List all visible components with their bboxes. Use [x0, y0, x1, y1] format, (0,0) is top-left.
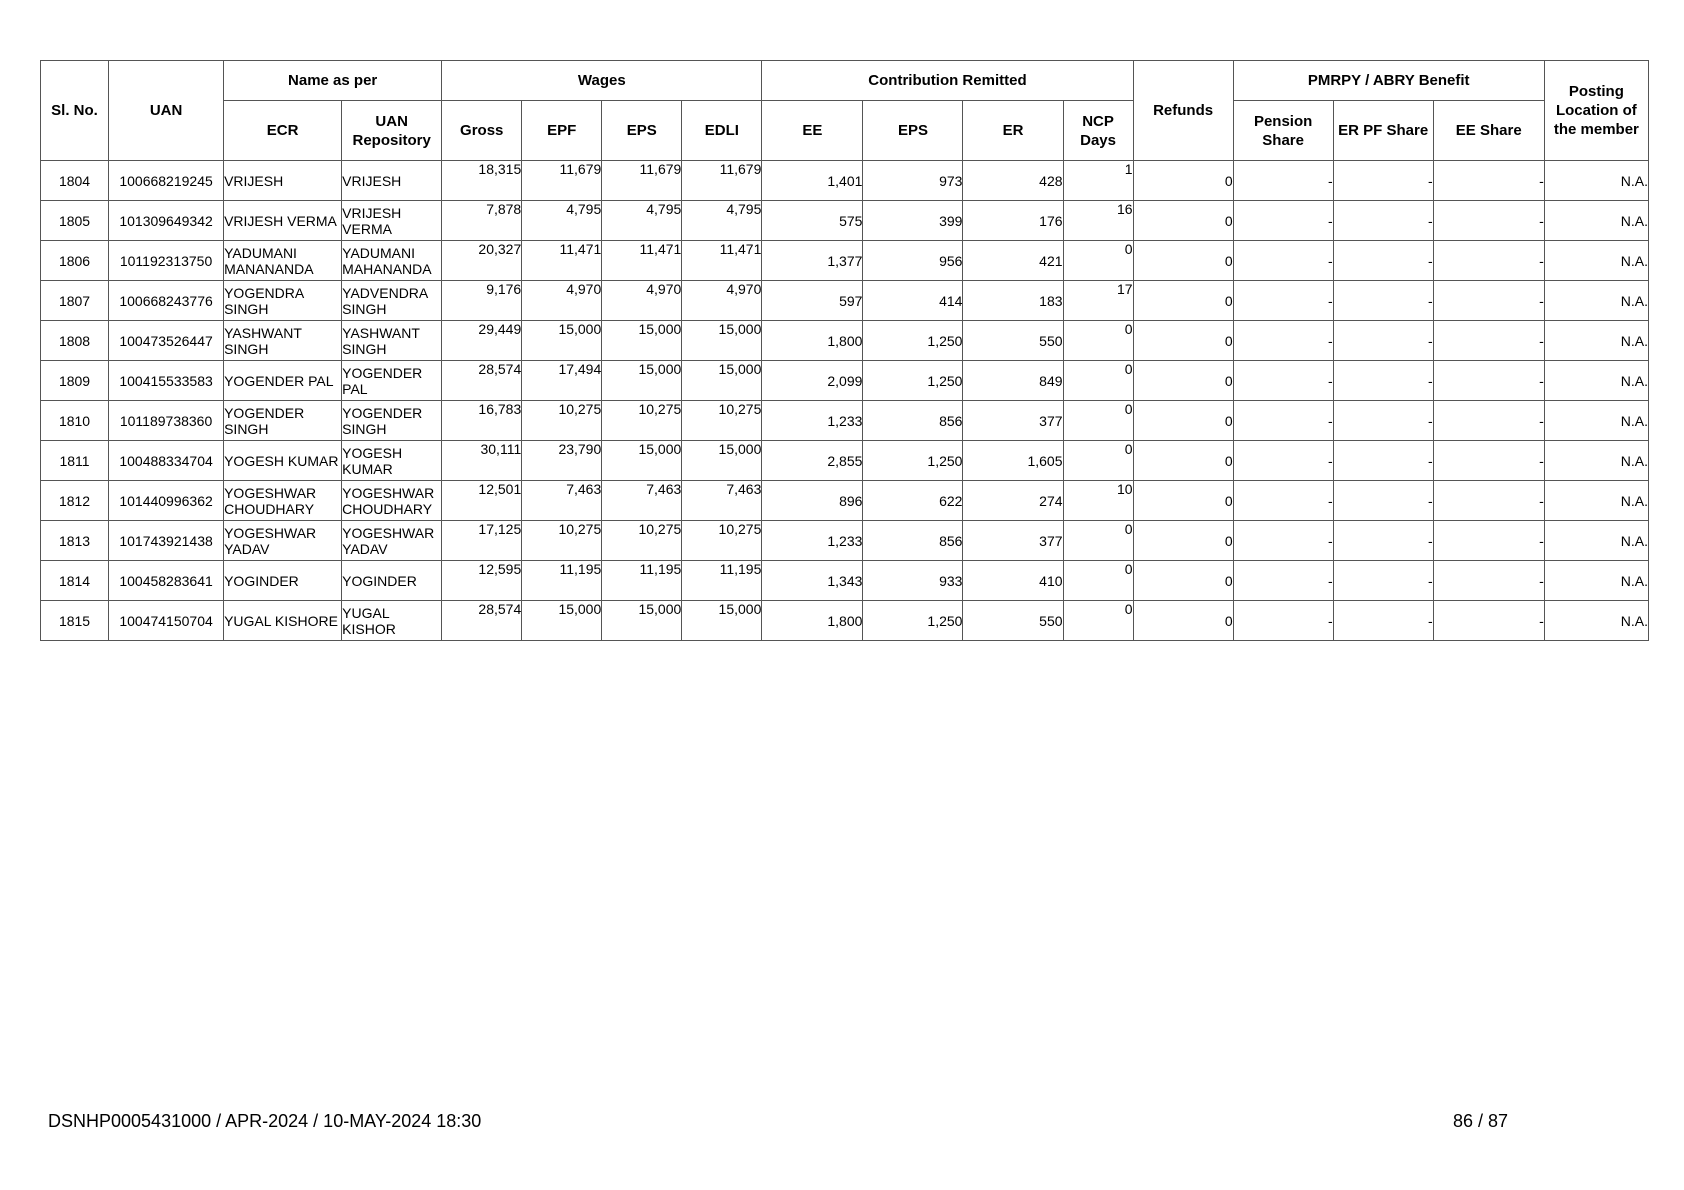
header-pension-share: Pension Share [1233, 101, 1333, 161]
cell-epf: 4,970 [522, 281, 602, 321]
cell-ecr-name: YOGESHWAR CHOUDHARY [224, 481, 342, 521]
cell-ee: 1,233 [762, 521, 863, 561]
footer-document-reference: DSNHP0005431000 / APR-2024 / 10-MAY-2024 18:30 [48, 1111, 482, 1131]
header-eps: EPS [602, 101, 682, 161]
table-header [41, 61, 1649, 161]
cell-posting-location: N.A. [1544, 281, 1648, 321]
cell-posting-location: N.A. [1544, 441, 1648, 481]
cell-uan-repository-name: YOGINDER [342, 561, 442, 601]
header-refunds: Refunds [1133, 61, 1233, 161]
cell-uan-repository-name: YADUMANI MAHANANDA [342, 241, 442, 281]
cell-gross: 30,111 [442, 441, 522, 481]
cell-pension-share: - [1233, 161, 1333, 201]
cell-ecr-name: YOGINDER [224, 561, 342, 601]
cell-refunds: 0 [1133, 561, 1233, 601]
cell-er: 274 [963, 481, 1063, 521]
cell-er-pf-share: - [1333, 201, 1433, 241]
cell-pension-share: - [1233, 401, 1333, 441]
cell-sl-no: 1805 [41, 201, 109, 241]
table-row [41, 161, 1649, 201]
cell-refunds: 0 [1133, 521, 1233, 561]
cell-pension-share: - [1233, 521, 1333, 561]
cell-posting-location: N.A. [1544, 601, 1648, 641]
table-row [41, 601, 1649, 641]
cell-uan: 100668243776 [109, 281, 224, 321]
cell-uan-repository-name: YADVENDRA SINGH [342, 281, 442, 321]
cell-posting-location: N.A. [1544, 241, 1648, 281]
header-uan-repository: UAN Repository [342, 101, 442, 161]
cell-contribution-eps: 622 [863, 481, 963, 521]
cell-er-pf-share: - [1333, 601, 1433, 641]
cell-refunds: 0 [1133, 321, 1233, 361]
cell-refunds: 0 [1133, 361, 1233, 401]
cell-uan: 101309649342 [109, 201, 224, 241]
cell-ee: 575 [762, 201, 863, 241]
cell-pension-share: - [1233, 441, 1333, 481]
cell-ee-share: - [1433, 481, 1544, 521]
cell-er: 377 [963, 521, 1063, 561]
cell-ncp-days: 0 [1063, 561, 1133, 601]
cell-refunds: 0 [1133, 481, 1233, 521]
cell-ncp-days: 0 [1063, 441, 1133, 481]
cell-ncp-days: 0 [1063, 241, 1133, 281]
cell-contribution-eps: 1,250 [863, 601, 963, 641]
cell-refunds: 0 [1133, 281, 1233, 321]
cell-er: 1,605 [963, 441, 1063, 481]
cell-ee-share: - [1433, 521, 1544, 561]
cell-sl-no: 1807 [41, 281, 109, 321]
cell-posting-location: N.A. [1544, 321, 1648, 361]
cell-epf: 11,195 [522, 561, 602, 601]
cell-uan: 100488334704 [109, 441, 224, 481]
table-row [41, 201, 1649, 241]
cell-uan: 101743921438 [109, 521, 224, 561]
cell-gross: 9,176 [442, 281, 522, 321]
cell-ee-share: - [1433, 601, 1544, 641]
cell-refunds: 0 [1133, 601, 1233, 641]
cell-ee: 896 [762, 481, 863, 521]
header-er-pf-share: ER PF Share [1333, 101, 1433, 161]
header-posting-location: Posting Location of the member [1544, 61, 1648, 161]
cell-contribution-eps: 933 [863, 561, 963, 601]
cell-posting-location: N.A. [1544, 561, 1648, 601]
cell-edli: 4,970 [682, 281, 762, 321]
cell-uan-repository-name: YOGESHWAR YADAV [342, 521, 442, 561]
table-row [41, 361, 1649, 401]
cell-sl-no: 1812 [41, 481, 109, 521]
cell-edli: 15,000 [682, 441, 762, 481]
cell-ee: 1,343 [762, 561, 863, 601]
cell-ee-share: - [1433, 281, 1544, 321]
cell-pension-share: - [1233, 321, 1333, 361]
cell-uan: 101192313750 [109, 241, 224, 281]
cell-edli: 4,795 [682, 201, 762, 241]
cell-pension-share: - [1233, 601, 1333, 641]
cell-contribution-eps: 1,250 [863, 321, 963, 361]
cell-epf: 10,275 [522, 401, 602, 441]
cell-eps: 15,000 [602, 601, 682, 641]
cell-gross: 18,315 [442, 161, 522, 201]
cell-edli: 15,000 [682, 601, 762, 641]
cell-uan-repository-name: VRIJESH [342, 161, 442, 201]
cell-er: 428 [963, 161, 1063, 201]
cell-uan-repository-name: YOGESH KUMAR [342, 441, 442, 481]
cell-edli: 10,275 [682, 401, 762, 441]
cell-contribution-eps: 956 [863, 241, 963, 281]
header-wages: Wages [442, 61, 762, 101]
cell-gross: 28,574 [442, 361, 522, 401]
cell-sl-no: 1813 [41, 521, 109, 561]
cell-er: 410 [963, 561, 1063, 601]
cell-er: 176 [963, 201, 1063, 241]
header-epf: EPF [522, 101, 602, 161]
cell-ee: 1,233 [762, 401, 863, 441]
header-ee: EE [762, 101, 863, 161]
cell-uan-repository-name: YOGENDER SINGH [342, 401, 442, 441]
cell-eps: 11,195 [602, 561, 682, 601]
cell-eps: 4,795 [602, 201, 682, 241]
cell-sl-no: 1806 [41, 241, 109, 281]
cell-ee-share: - [1433, 241, 1544, 281]
table-row [41, 481, 1649, 521]
cell-er-pf-share: - [1333, 441, 1433, 481]
cell-refunds: 0 [1133, 201, 1233, 241]
cell-posting-location: N.A. [1544, 401, 1648, 441]
table-row [41, 281, 1649, 321]
cell-sl-no: 1809 [41, 361, 109, 401]
cell-pension-share: - [1233, 201, 1333, 241]
contribution-table [40, 60, 1649, 641]
cell-epf: 10,275 [522, 521, 602, 561]
cell-er-pf-share: - [1333, 361, 1433, 401]
cell-ncp-days: 16 [1063, 201, 1133, 241]
cell-ncp-days: 0 [1063, 521, 1133, 561]
cell-edli: 15,000 [682, 321, 762, 361]
header-pmrpy-abry: PMRPY / ABRY Benefit [1233, 61, 1544, 101]
cell-posting-location: N.A. [1544, 481, 1648, 521]
cell-eps: 10,275 [602, 521, 682, 561]
cell-uan: 100474150704 [109, 601, 224, 641]
cell-edli: 11,195 [682, 561, 762, 601]
cell-pension-share: - [1233, 481, 1333, 521]
cell-eps: 11,679 [602, 161, 682, 201]
cell-ee: 2,099 [762, 361, 863, 401]
header-ecr: ECR [224, 101, 342, 161]
cell-sl-no: 1811 [41, 441, 109, 481]
cell-contribution-eps: 973 [863, 161, 963, 201]
cell-er-pf-share: - [1333, 321, 1433, 361]
cell-uan-repository-name: VRIJESH VERMA [342, 201, 442, 241]
cell-refunds: 0 [1133, 241, 1233, 281]
table-row [41, 441, 1649, 481]
cell-pension-share: - [1233, 281, 1333, 321]
cell-contribution-eps: 1,250 [863, 361, 963, 401]
cell-eps: 15,000 [602, 441, 682, 481]
cell-eps: 11,471 [602, 241, 682, 281]
cell-ncp-days: 1 [1063, 161, 1133, 201]
cell-ee-share: - [1433, 441, 1544, 481]
header-gross: Gross [442, 101, 522, 161]
cell-ee: 1,800 [762, 601, 863, 641]
cell-pension-share: - [1233, 561, 1333, 601]
cell-er: 550 [963, 601, 1063, 641]
cell-eps: 7,463 [602, 481, 682, 521]
cell-edli: 10,275 [682, 521, 762, 561]
cell-ee: 2,855 [762, 441, 863, 481]
cell-uan: 100473526447 [109, 321, 224, 361]
cell-epf: 17,494 [522, 361, 602, 401]
cell-ee: 1,377 [762, 241, 863, 281]
table-row [41, 521, 1649, 561]
cell-ncp-days: 0 [1063, 601, 1133, 641]
cell-gross: 20,327 [442, 241, 522, 281]
cell-uan: 100458283641 [109, 561, 224, 601]
cell-ecr-name: YOGENDER SINGH [224, 401, 342, 441]
cell-ee-share: - [1433, 161, 1544, 201]
cell-contribution-eps: 1,250 [863, 441, 963, 481]
cell-epf: 7,463 [522, 481, 602, 521]
cell-ee-share: - [1433, 321, 1544, 361]
cell-pension-share: - [1233, 241, 1333, 281]
cell-epf: 11,679 [522, 161, 602, 201]
cell-eps: 4,970 [602, 281, 682, 321]
cell-ee: 1,401 [762, 161, 863, 201]
cell-epf: 4,795 [522, 201, 602, 241]
cell-er-pf-share: - [1333, 521, 1433, 561]
cell-er-pf-share: - [1333, 241, 1433, 281]
cell-ecr-name: YOGENDRA SINGH [224, 281, 342, 321]
header-name-as-per: Name as per [224, 61, 442, 101]
table-row [41, 241, 1649, 281]
cell-ncp-days: 0 [1063, 321, 1133, 361]
cell-ecr-name: YUGAL KISHORE [224, 601, 342, 641]
cell-sl-no: 1814 [41, 561, 109, 601]
cell-er: 849 [963, 361, 1063, 401]
cell-epf: 15,000 [522, 601, 602, 641]
cell-uan: 100668219245 [109, 161, 224, 201]
cell-contribution-eps: 399 [863, 201, 963, 241]
table-body [41, 161, 1649, 641]
cell-eps: 15,000 [602, 321, 682, 361]
cell-er-pf-share: - [1333, 481, 1433, 521]
header-er: ER [963, 101, 1063, 161]
cell-refunds: 0 [1133, 161, 1233, 201]
cell-uan-repository-name: YOGENDER PAL [342, 361, 442, 401]
header-contribution-eps: EPS [863, 101, 963, 161]
cell-er-pf-share: - [1333, 401, 1433, 441]
cell-er: 377 [963, 401, 1063, 441]
cell-ecr-name: VRIJESH VERMA [224, 201, 342, 241]
cell-uan: 100415533583 [109, 361, 224, 401]
cell-ecr-name: YASHWANT SINGH [224, 321, 342, 361]
cell-uan-repository-name: YUGAL KISHOR [342, 601, 442, 641]
cell-er: 550 [963, 321, 1063, 361]
cell-eps: 10,275 [602, 401, 682, 441]
cell-contribution-eps: 856 [863, 401, 963, 441]
cell-contribution-eps: 414 [863, 281, 963, 321]
cell-ncp-days: 10 [1063, 481, 1133, 521]
cell-sl-no: 1815 [41, 601, 109, 641]
header-sl-no: Sl. No. [41, 61, 109, 161]
cell-ee: 1,800 [762, 321, 863, 361]
header-uan: UAN [109, 61, 224, 161]
cell-posting-location: N.A. [1544, 161, 1648, 201]
cell-ee: 597 [762, 281, 863, 321]
table-row [41, 561, 1649, 601]
cell-posting-location: N.A. [1544, 201, 1648, 241]
cell-epf: 15,000 [522, 321, 602, 361]
cell-uan: 101440996362 [109, 481, 224, 521]
cell-er-pf-share: - [1333, 561, 1433, 601]
cell-sl-no: 1808 [41, 321, 109, 361]
cell-ecr-name: VRIJESH [224, 161, 342, 201]
table-row [41, 321, 1649, 361]
header-ncp-days: NCP Days [1063, 101, 1133, 161]
cell-posting-location: N.A. [1544, 361, 1648, 401]
cell-ncp-days: 0 [1063, 401, 1133, 441]
cell-er-pf-share: - [1333, 161, 1433, 201]
cell-sl-no: 1810 [41, 401, 109, 441]
cell-gross: 16,783 [442, 401, 522, 441]
cell-ee-share: - [1433, 401, 1544, 441]
cell-er: 421 [963, 241, 1063, 281]
cell-ecr-name: YADUMANI MANANANDA [224, 241, 342, 281]
cell-ee-share: - [1433, 201, 1544, 241]
cell-contribution-eps: 856 [863, 521, 963, 561]
cell-refunds: 0 [1133, 441, 1233, 481]
cell-uan-repository-name: YOGESHWAR CHOUDHARY [342, 481, 442, 521]
cell-epf: 11,471 [522, 241, 602, 281]
cell-gross: 29,449 [442, 321, 522, 361]
cell-epf: 23,790 [522, 441, 602, 481]
page-number: 86 / 87 [1452, 1111, 1508, 1131]
table-row [41, 401, 1649, 441]
cell-er-pf-share: - [1333, 281, 1433, 321]
header-contribution-remitted: Contribution Remitted [762, 61, 1133, 101]
cell-gross: 7,878 [442, 201, 522, 241]
cell-ecr-name: YOGENDER PAL [224, 361, 342, 401]
cell-posting-location: N.A. [1544, 521, 1648, 561]
cell-refunds: 0 [1133, 401, 1233, 441]
cell-eps: 15,000 [602, 361, 682, 401]
cell-uan: 101189738360 [109, 401, 224, 441]
header-edli: EDLI [682, 101, 762, 161]
cell-uan-repository-name: YASHWANT SINGH [342, 321, 442, 361]
header-ee-share: EE Share [1433, 101, 1544, 161]
cell-edli: 15,000 [682, 361, 762, 401]
cell-gross: 28,574 [442, 601, 522, 641]
cell-gross: 17,125 [442, 521, 522, 561]
cell-sl-no: 1804 [41, 161, 109, 201]
cell-ee-share: - [1433, 561, 1544, 601]
cell-ncp-days: 17 [1063, 281, 1133, 321]
cell-ecr-name: YOGESHWAR YADAV [224, 521, 342, 561]
cell-gross: 12,501 [442, 481, 522, 521]
cell-er: 183 [963, 281, 1063, 321]
cell-edli: 11,679 [682, 161, 762, 201]
cell-ncp-days: 0 [1063, 361, 1133, 401]
cell-edli: 11,471 [682, 241, 762, 281]
cell-gross: 12,595 [442, 561, 522, 601]
cell-ee-share: - [1433, 361, 1544, 401]
cell-edli: 7,463 [682, 481, 762, 521]
cell-ecr-name: YOGESH KUMAR [224, 441, 342, 481]
cell-pension-share: - [1233, 361, 1333, 401]
